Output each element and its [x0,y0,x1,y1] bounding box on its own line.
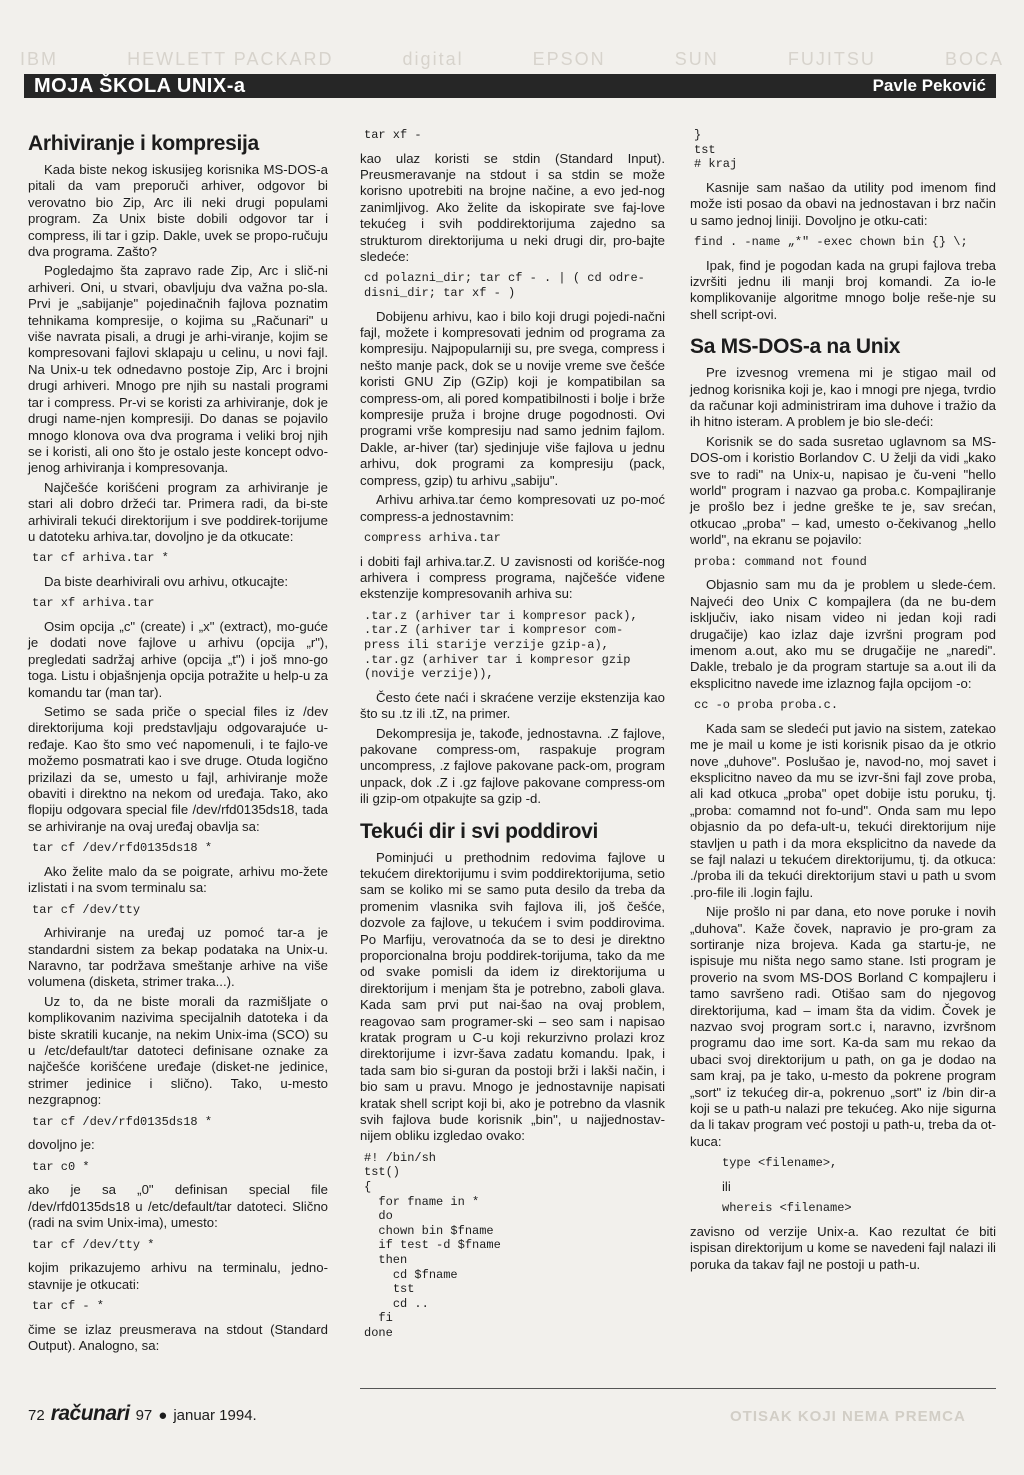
logo-sun: SUN [674,48,719,69]
logo-digital: digital [402,48,464,69]
paragraph: Arhivu arhiva.tar ćemo kompresovati uz po-moć compress-a jednostavnim: [360,492,665,524]
code-snippet: find . -name „*" -exec chown bin {} \; [694,235,968,249]
logo-hewlett-packard: HEWLETT PACKARD [127,48,334,69]
code-snippet: tar cf /dev/rfd0135ds18 * [32,841,213,856]
paragraph: Pogledajmo šta zapravo rade Zip, Arc i slič-ni arhiveri. Oni, u stvari, obavljuju dva važna po-sla. Prvi je „sabijanje" pojedinačnih fajlova poznatim tehnikama kompresije, o kojima su „Računari" u više navrata pisali, a drugi je arhi-viranje, kojim se kompresovani fajlovi sklapaju u celinu, u novi fajl. Na Unix-u tek odnedavno postoje Zip, Arc i brojni drugi arhiveri. Mnogo pre njih su nastali programi tar i compress. Pr-vi se koristi za arhiviranje, dok je drugi name-njen kompresiji. Do danas se pojavilo mnogo klonova ova dva programa i veliki broj njih se i koristi, ali ono što je ostalo jeste koncept odvo-jenog arhiviranja i kompresovanja. [28,263,328,476]
code-snippet: compress arhiva.tar [364,530,501,545]
paragraph: kojim prikazujemo arhivu na terminalu, jedno-stavnije je otkucati: [28,1260,328,1292]
column-2 [360,126,665,1349]
paragraph: Dobijenu arhivu, kao i bilo koji drugi pojedi-načni fajl, možete i kompresovati jednim od programa za kompresiju. Najpopularniji su, pre svega, compress i nešto manje pack, dok se u novije vreme sve češće koristi GNU Zip (GZip) koji je kompatibilan sa compress-om, ali pored kompatibilnosti i bolje i brže kompresije pruža i brojne druge pogodnosti. Ovi programi vrše kompresiju nad samo jednim fajlom. Dakle, ar-hiver (tar) sjedinjuje više fajlova u jednu arhivu, dok programi za kompresiju (pack, compress, gzip) tu arhivu „sabiju". [360,308,665,488]
paragraph: Ako želite malo da se poigrate, arhivu mo-žete izlistati i na svom terminalu sa: [28,863,328,896]
code-snippet: tar cf /dev/tty [32,902,141,917]
code-snippet: } tst # kraj [694,128,738,172]
paragraph: Pre izvesnog vremena mi je stigao mail od jednog korisnika koji je, kao i mnogi pre njega, tvrdio da računar koji administriram ima duhove i tražio da ih hitno isteram. A problem je bio sle-deći: [690,365,996,430]
bullet-separator: ● [158,1407,168,1424]
code-snippet: tar cf arhiva.tar * [32,551,169,566]
column-3 [690,126,996,1276]
column-1 [28,126,328,1357]
paragraph: Objasnio sam mu da je problem u slede-ćem. Najveći deo Unix C kompajlera (da ne bu-dem isključiv, iako nisam video ni jedan koji radi drugačije) kao izlaz daje izvršni program pod imenom a.out, ako mu se drugačije ne „naredi". Dakle, trebalo je da program startuje sa a.out ili da eksplicitno navede ime izlaznog fajla opcijom -o: [690,577,996,691]
paragraph: kao ulaz koristi se stdin (Standard Input). Preusmeravanje na stdout i sa stdin se može korisno upotrebiti na brojne načine, a evo jed-nog zanimljivog. Ako želite da iskopirate sve faj-love tekućeg i svih poddirektorijuma zajedno sa strukturom direktorijuma u neki drugi dir, pro-bajte sledeće: [360,150,665,265]
page-footer [28,1402,257,1426]
logo-fujitsu: FUJITSU [787,48,876,69]
footer-divider [360,1388,996,1389]
code-snippet: .tar.z (arhiver tar i kompresor pack), .tar.Z (arhiver tar i kompresor com- press ili starije verzije gzip-a), .tar.gz (arhiver tar i kompresor gzip (novije verzije)), [364,608,638,682]
shell-script: #! /bin/sh tst() { for fname in * do chown bin $fname if test -d $fname then cd $fname tst cd .. fi done [364,1150,501,1340]
paragraph: Da biste dearhivirali ovu arhivu, otkucajte: [44,573,289,589]
section-banner [24,74,996,98]
code-snippet: proba: command not found [694,554,867,569]
code-snippet: tar c0 * [32,1159,90,1174]
paragraph: Često ćete naći i skraćene verzije ekstenzija kao što su .tz ili .tZ, na primer. [360,689,665,722]
paragraph: Kada biste nekog iskusijeg korisnika MS-DOS-a pitali da vam preporuči arhiver, odgovor bi verovatno bio Zip, Arc ili neki drugi populami program. Za Unix biste dobili odgovor tar i compress, ili tar i gzip. Dakle, uvek se propo-ručuju dva programa. Zašto? [28,162,328,260]
logo-ibm: IBM [20,48,59,69]
code-snippet: tar cf /dev/tty * [32,1237,155,1252]
paragraph: Kada sam se sledeći put javio na sistem, zatekao me je mail u kome je isti korisnik pisao da je otkrio nove „duhove". Poslušao je, navod-no, moj savet i eksplicitno naveo da mu se izvr-šni fajl zove proba, ali kad otkuca „proba" opet dobije istu poruku, tj. „proba: comamnd not fo-und". Onda sam mu lepo objasnio da po defa-ult-u, tekući direktorijum nije stavljen u path i da mora eksplicitno da navede da se fajl nalazi u tekućem direktorijumu, tj. da otkuca: ./proba ili da tekući direktorijum stavi u path u svom .pro-file ili .login fajlu. [690,720,996,900]
paragraph: Korisnik se do sada susretao uglavnom sa MS-DOS-om i koristio Borlandov C. U želji da vidi „kako sve to radi" na Unix-u, napisao je ču-veni "hello world" program i nazvao ga proba.c. Kompajliranje je prošlo bez i jedne greške te je, sav srećan, otkucao „proba" – kad, umesto o-čekivanog „hello world", na ekranu se pojavilo: [690,433,996,548]
paragraph: Nije prošlo ni par dana, eto nove poruke i novih „duhova". Kaže čovek, napravio je pro-gram za sortiranje niza brojeva. Kada ga startu-je, ne ispisuje mu ništa nego samo stane. Isti program je proverio na svom MS-DOS Borland C kompajleru i tamo savršeno radi. Otišao sam do njegovog direktorijuma, kad – imam šta da vidim. Čovek je nazvao svoj program sort.c i, naravno, izvršnom programu dao ime sort. Ka-da sam mu rekao da ubaci svoj direktorijum u path, on ga je dodao na sam kraj, pa je tako, u-mesto da pokrene program „sort" iz tekućeg dir-a, pokrenuo „sort" iz /bin dir-a koji se u path-u nalazi pre tekućeg. Ako nije sigurna da li takav program već postoji u path-u, treba da ot-kuca: [690,904,996,1149]
magazine-name: računari [50,1402,130,1425]
bleed-through-text: OTISAK KOJI NEMA PREMCA [730,1408,966,1425]
issue-date: januar 1994. [173,1407,257,1424]
paragraph: ili [722,1178,731,1194]
section-heading: Sa MS-DOS-a na Unix [690,335,901,359]
paragraph: Arhiviranje na uređaj uz pomoć tar-a je standardni sistem za bekap podataka na Unix-u. Naravno, tar podržava smeštanje arhive na više volumena (disketa, strimer traka...). [28,925,328,990]
paragraph: Uz to, da ne biste morali da razmišljate o komplikovanim nazivima specijalnih datoteka i da biste skratili kucanje, na nekim Unix-ima (SCO) su u /etc/default/tar datoteci definisane oznake za najčešće korišćene uređaje (disket-ne jedinice, strimer jedinice i slično). Tako, u-mesto nezgrapnog: [28,993,328,1108]
paragraph: čime se izlaz preusmerava na stdout (Standard Output). Analogno, sa: [28,1321,328,1353]
page-number: 72 [28,1407,45,1424]
paragraph: Dekompresija je, takođe, jednostavna. .Z fajlove, pakovane compress-om, raspakuje program uncompress, .z fajlove pakovane pack-om, program unpack, dok .Z i .gz fajlove pakovane compress-om ili gzip-om otpakujte sa gzip -d. [360,725,665,807]
paragraph: Najčešće korišćeni program za arhiviranje je stari ali dobro držeći tar. Primera radi, da bi-ste arhivirali tekući direktorijum i sve poddirek-torijume u datoteku arhiva.tar, dovoljno je da otkucate: [28,479,328,544]
paragraph: Pominjući u prethodnim redovima fajlove u tekućem direktorijumu i svim poddirektorijuma, setio sam se koliko mi se samo puta desilo da treba da promenim vlasnika svih fajlova ili, još češće, dozvole za fajlove, u tekućem i svim poddirovima. Po Marfiju, verovatnoća da se to desi je direktno proporcionalna broju poddirek-torijuma, tako da me od svake pomisli da idem iz direktorijuma u direktorijum i menjam šta je potrebno, zaboli glava. Kada sam prvi put nai-šao na ovaj problem, reagovao sam programer-ski – seo sam i napisao kratak program u C-u koji rekurzivno prolazi kroz direktorijume i izvr-šava zadatu komandu. Ipak, i tada sam bio si-guran da postoji brži i lakši način, i bio sam u pravu. Mnogo je jednostavnije napisati kratak shell script koji bi, ako je potrebno da vlasnik svih fajlova bude korisnik „bin", u najjednostav-nijem obliku izgledao ovako: [360,849,665,1144]
author-name: Pavle Peković [872,76,986,95]
paragraph: Ipak, find je pogodan kada na grupi fajlova treba izvršiti jednu ili manji broj komandi. Za io-le komplikovanije algoritme mnogo bolje reše-nje su shell script-ovi. [690,257,996,322]
code-snippet: type <filename>, [722,1156,838,1171]
section-heading: Tekući dir i svi poddirovi [360,819,599,843]
code-snippet: whereis <filename> [722,1201,852,1216]
code-snippet: tar xf arhiva.tar [32,596,155,611]
paragraph: ako je sa „0" definisan special file /dev/rfd0135ds18 u /etc/default/tar datoteci. Slično (radi na svim Unix-ima), umesto: [28,1182,328,1231]
paragraph: Kasnije sam našao da utility pod imenom find može isti posao da obavi na jednostavan i brz način u samo jednoj liniji. Dovoljno je otku-cati: [690,179,996,228]
paragraph: Osim opcija „c" (create) i „x" (extract), mo-guće je dodati nove fajlove u arhivu (opcija „r"), pregledati sadržaj arhive (opcija „t") i još mno-go toga. Listu i objašnjenja opcija potražite u help-u za komandu tar (man tar). [28,618,328,700]
code-snippet: tar cf /dev/rfd0135ds18 * [32,1114,213,1129]
logo-epson: EPSON [532,48,606,69]
paragraph: i dobiti fajl arhiva.tar.Z. U zavisnosti od korišće-nog arhivera i compress programa, najčešće viđene ekstenzije kompresovanih arhiva su: [360,553,665,602]
issue-number: 97 [135,1407,153,1424]
code-snippet: tar cf - * [32,1298,105,1313]
article-heading: Arhiviranje i kompresija [28,132,259,155]
code-snippet: tar xf - [364,128,422,142]
series-title: MOJA ŠKOLA UNIX-a [34,74,246,97]
paragraph: zavisno od verzije Unix-a. Kao rezultat će biti ispisan direktorijum u kome se navedeni fajl nalazi ili poruka da takav fajl ne postoji u path-u. [690,1223,996,1272]
paragraph: dovoljno je: [28,1137,95,1153]
advertiser-logo-strip [20,46,1004,72]
code-snippet: cd polazni_dir; tar cf - . | ( cd odre-disni_dir; tar xf - ) [364,271,645,301]
logo-boca: BOCA [944,48,1004,69]
paragraph: Setimo se sada priče o special files iz /dev direktorijuma koji predstavljaju odgovarajuće u-ređaje. Kao što smo već napomenuli, i te fajlo-ve možemo posmatrati kao i sve druge. Otuda logično prizilazi da se, umesto u fajl, arhiviranje može obaviti i direktno na nekom od uređaja. Tako, ako flopiju odgovara special file /dev/rfd0135ds18, tada se arhiviranje na ovaj uređaj obavlja sa: [28,703,328,834]
code-snippet: cc -o proba proba.c. [694,698,839,713]
